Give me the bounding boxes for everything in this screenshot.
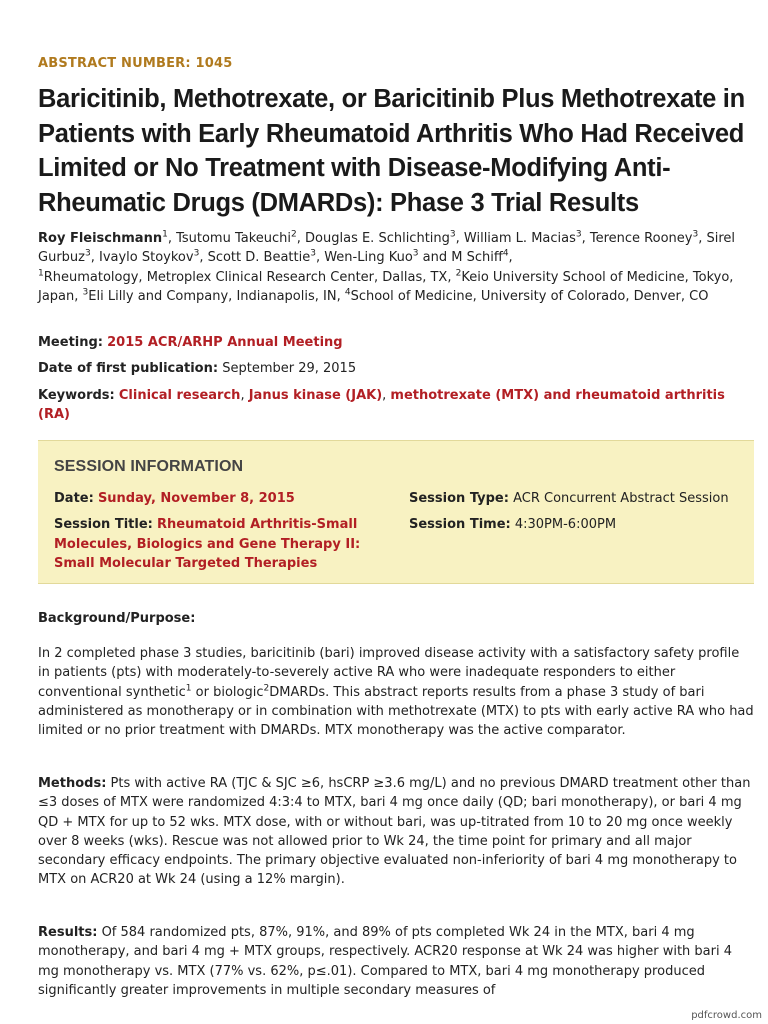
methods-label: Methods: [38,776,107,791]
session-title-label: Session Title: [54,517,153,533]
keyword-separator: , [240,388,249,403]
affiliation-mark: 3 [193,248,200,259]
results-text: Of 584 randomized pts, 87%, 91%, and 89% of pts completed Wk 24 in the MTX, bari 4 mg monotherapy, and bari 4 mg + MTX groups, respectively. ACR20 response at Wk 24 was higher with bari 4 mg monotherapy vs. MTX (77% vs. 62%, p≤.01). Compared to MTX, bari 4 mg monotherapy produced significantly greater improvements in multiple secondary measures of [38,925,732,998]
affiliation: School of Medicine, University of Colorado, Denver, CO [350,288,709,304]
affiliation: Rheumatology, Metroplex Clinical Research Center, Dallas, TX, [43,269,456,285]
abstract-number: ABSTRACT NUMBER: 1045 [38,56,233,71]
author-name: , William L. Macias [455,231,576,246]
affiliation-mark: 4 [344,287,351,298]
background-text-part: In 2 completed phase 3 studies, baricitinib (bari) improved disease activity with a satisfactory safety profile in patients (pts) with moderately-to-severely active RA who were inadequate responders to either conventional synthetic [38,646,740,700]
session-time-value: 4:30PM-6:00PM [514,517,617,533]
meeting-link[interactable]: 2015 ACR/ARHP Annual Meeting [107,335,343,350]
session-time-label: Session Time: [409,517,511,533]
footnote-mark: 1 [185,683,192,694]
background-text-part: DMARDs. This abstract reports results from a phase 3 study of bari administered as monotherapy or in combination with methotrexate (MTX) to pts with early active RA who had limited or no prior treatment with DMARDs. MTX monotherapy was the active comparator. [38,684,754,739]
affiliation-mark: 1 [162,229,168,240]
affiliation-mark: 3 [310,248,316,259]
author-name: , Douglas E. Schlichting [296,231,450,246]
keyword-link-clinical-research[interactable]: Clinical research [118,388,241,403]
session-left-column [54,489,389,580]
author-name: , Tsutomu Takeuchi [167,231,292,246]
pdfcrowd-watermark: pdfcrowd.com [691,1010,762,1021]
results-label: Results: [38,925,98,940]
session-time [409,515,739,534]
background-text-part: or biologic [191,684,264,700]
affiliation: Eli Lilly and Company, Indianapolis, IN, [88,288,345,304]
session-type-value: ACR Concurrent Abstract Session [513,491,729,506]
affiliation-mark: 3 [84,248,91,259]
page-title: Baricitinib, Methotrexate, or Baricitinib Plus Methotrexate in Patients with Early Rheumatoid Arthritis Who Had Received Limited or No Treatment with Disease-Modifying Anti-Rheumatic Drugs (DMARDs): Phase 3 Trial Results [38,85,745,217]
affiliation-mark: 3 [449,229,456,240]
session-heading: SESSION INFORMATION [54,458,244,475]
session-type-label: Session Type: [409,491,509,506]
affiliation-mark: 1 [38,268,44,279]
keyword-separator: , [382,388,391,403]
author-name: , Sirel Gurbuz [38,231,736,266]
affiliation-mark: 2 [291,229,297,240]
keywords-line [38,386,754,424]
background-heading-block [38,609,754,628]
author-name: , Terence Rooney [581,231,693,246]
publication-date-line [38,359,754,378]
background-section [38,644,754,740]
meeting-line [38,333,754,352]
affiliation-mark: 3 [692,229,699,240]
session-title-link[interactable]: Rheumatoid Arthritis-Small Molecules, Biologics and Gene Therapy II: Small Molecular Targeted Therapies [54,517,361,571]
author-list-end: , [508,250,513,266]
results-section [38,923,754,1000]
publication-date-value: September 29, 2015 [222,361,357,376]
affiliation-mark: 3 [412,248,419,259]
keyword-link-jak[interactable]: Janus kinase (JAK) [248,388,383,403]
methods-text: Pts with active RA (TJC & SJC ≥6, hsCRP ≥3.6 mg/L) and no previous DMARD treatment other than ≤3 doses of MTX were randomized 4:3:4 to MTX, bari 4 mg once daily (QD; bari monotherapy), or bari 4 mg QD + MTX for up to 52 wks. MTX dose, with or without bari, was up-titrated from 10 to 20 mg once weekly over 8 weeks (wks). Rescue was not allowed prior to Wk 24, the time point for primary and all major secondary efficacy endpoints. The primary objective evaluated non-inferiority of bari 4 mg monotherapy to MTX on ACR20 at Wk 24 (using a 12% margin). [38,776,751,888]
affiliation-mark: 3 [575,229,582,240]
affiliation-mark: 2 [455,268,462,279]
affiliation-mark: 3 [82,287,89,298]
session-right-column [409,489,739,542]
footnote-mark: 2 [263,683,270,694]
session-date [54,489,389,508]
session-date-label: Date: [54,491,94,506]
background-text [38,644,754,740]
author-name: Roy Fleischmann [38,231,163,246]
author-name: and M Schiff [418,250,503,266]
session-type [409,489,739,508]
session-title [54,515,389,573]
affiliation-mark: 4 [502,248,509,259]
session-information-box [38,440,754,584]
keywords-label: Keywords: [38,388,115,403]
author-list [38,229,754,306]
author-name: , Ivaylo Stoykov [90,250,194,266]
background-heading: Background/Purpose: [38,611,196,626]
author-name: , Scott D. Beattie [199,250,311,266]
keyword-link-mtx-ra[interactable]: methotrexate (MTX) and rheumatoid arthritis (RA) [38,388,725,422]
methods-section [38,774,754,890]
author-name: , Wen-Ling Kuo [315,250,413,266]
publication-date-label: Date of first publication: [38,361,219,376]
session-date-link[interactable]: Sunday, November 8, 2015 [97,491,295,506]
affiliation: Keio University School of Medicine, Tokyo, Japan, [38,269,734,304]
meeting-label: Meeting: [38,335,103,350]
